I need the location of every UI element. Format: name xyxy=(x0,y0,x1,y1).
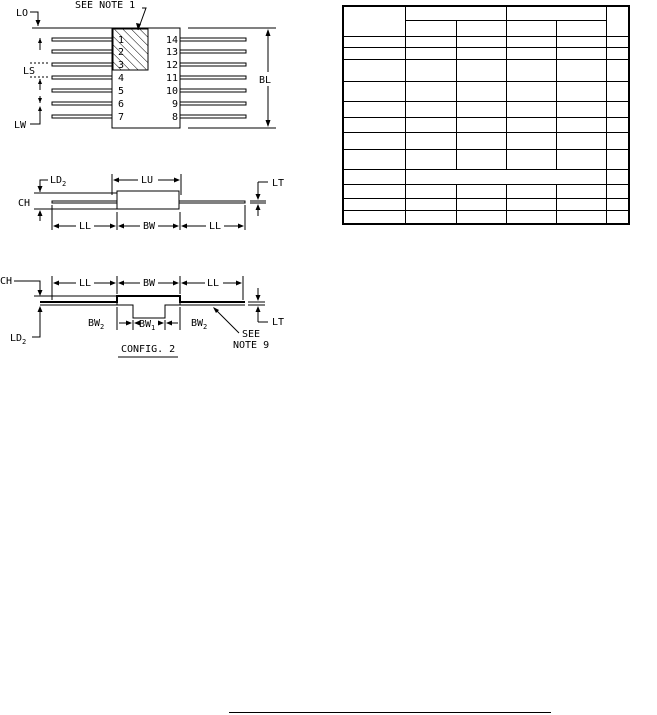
lw-label: LW xyxy=(14,120,27,131)
ll-label-left: LL xyxy=(79,221,92,232)
side-body xyxy=(117,191,179,209)
ld2-label-config2: $LD_2$ xyxy=(10,333,27,346)
pin-number: 12 xyxy=(166,60,179,71)
table-row xyxy=(343,48,629,60)
table-row xyxy=(343,150,629,170)
table-header-row xyxy=(343,6,629,21)
lo-leader xyxy=(30,12,38,26)
pin-number: 14 xyxy=(166,35,179,46)
config-2-caption: CONFIG. 2 xyxy=(121,344,176,355)
bw-label: BW xyxy=(143,221,156,232)
left-leads xyxy=(52,38,112,118)
table-row xyxy=(343,198,629,210)
lt-label: LT xyxy=(272,178,285,189)
lo-label: LO xyxy=(16,8,29,19)
right-leads xyxy=(180,38,246,118)
ll-label-right: LL xyxy=(209,221,222,232)
table-row xyxy=(343,60,629,81)
pin-number: 5 xyxy=(118,86,125,97)
pin-number: 9 xyxy=(172,99,179,110)
ll-label-config2-right: LL xyxy=(207,278,220,289)
see-note-1-label: SEE NOTE 1 xyxy=(75,0,136,11)
pin-number: 8 xyxy=(172,112,179,123)
side-lead-right xyxy=(179,201,245,203)
bw2-label-right: $BW_2$ xyxy=(191,318,208,331)
see-note-9-line1: SEE xyxy=(242,329,261,340)
side-view xyxy=(18,174,284,232)
ls-label: LS xyxy=(23,66,36,77)
table-row xyxy=(343,133,629,150)
ch-label: CH xyxy=(18,198,31,209)
see-note-9-leader xyxy=(214,308,239,333)
lu-label: LU xyxy=(141,175,154,186)
table-row xyxy=(343,117,629,133)
config-2-view xyxy=(0,276,284,357)
table-row xyxy=(343,81,629,101)
pin-number: 6 xyxy=(118,99,125,110)
pin-number: 2 xyxy=(118,47,125,58)
pin-number: 10 xyxy=(166,86,179,97)
table-cell xyxy=(606,6,629,36)
pin-number: 11 xyxy=(166,73,179,84)
table-row xyxy=(343,36,629,47)
pin-number: 4 xyxy=(118,73,125,84)
see-note-9-line2: NOTE 9 xyxy=(233,340,270,351)
config2-body xyxy=(40,296,245,302)
config2-body-bottom xyxy=(40,305,245,318)
table-cell xyxy=(405,6,506,21)
table-cell xyxy=(556,21,606,37)
table-cell xyxy=(456,21,506,37)
pin-number: 7 xyxy=(118,112,125,123)
table-cell xyxy=(343,6,405,36)
top-view xyxy=(14,0,276,131)
bw1-label: $BW_1$ xyxy=(139,319,156,332)
table-row xyxy=(343,210,629,224)
lw-leader xyxy=(30,114,40,124)
pin-number: 13 xyxy=(166,47,179,58)
lt-label-config2: LT xyxy=(272,317,285,328)
bl-label: BL xyxy=(259,75,272,86)
pin-number: 1 xyxy=(118,35,125,46)
ld2-label: $LD_2$ xyxy=(50,175,67,188)
pin-number: 3 xyxy=(118,60,125,71)
table-row xyxy=(343,170,629,185)
bw-label-config2: BW xyxy=(143,278,156,289)
side-lead-left xyxy=(52,201,117,203)
table-row xyxy=(343,185,629,198)
footer-rule xyxy=(229,712,551,713)
table-row xyxy=(343,101,629,117)
table-cell xyxy=(506,6,606,21)
table-cell xyxy=(506,21,556,37)
ll-label-config2-left: LL xyxy=(79,278,92,289)
dimensions-table xyxy=(342,5,630,225)
bw2-label-left: $BW_2$ xyxy=(88,318,105,331)
ch-label-config2: CH xyxy=(0,276,13,287)
table-cell xyxy=(405,21,456,37)
